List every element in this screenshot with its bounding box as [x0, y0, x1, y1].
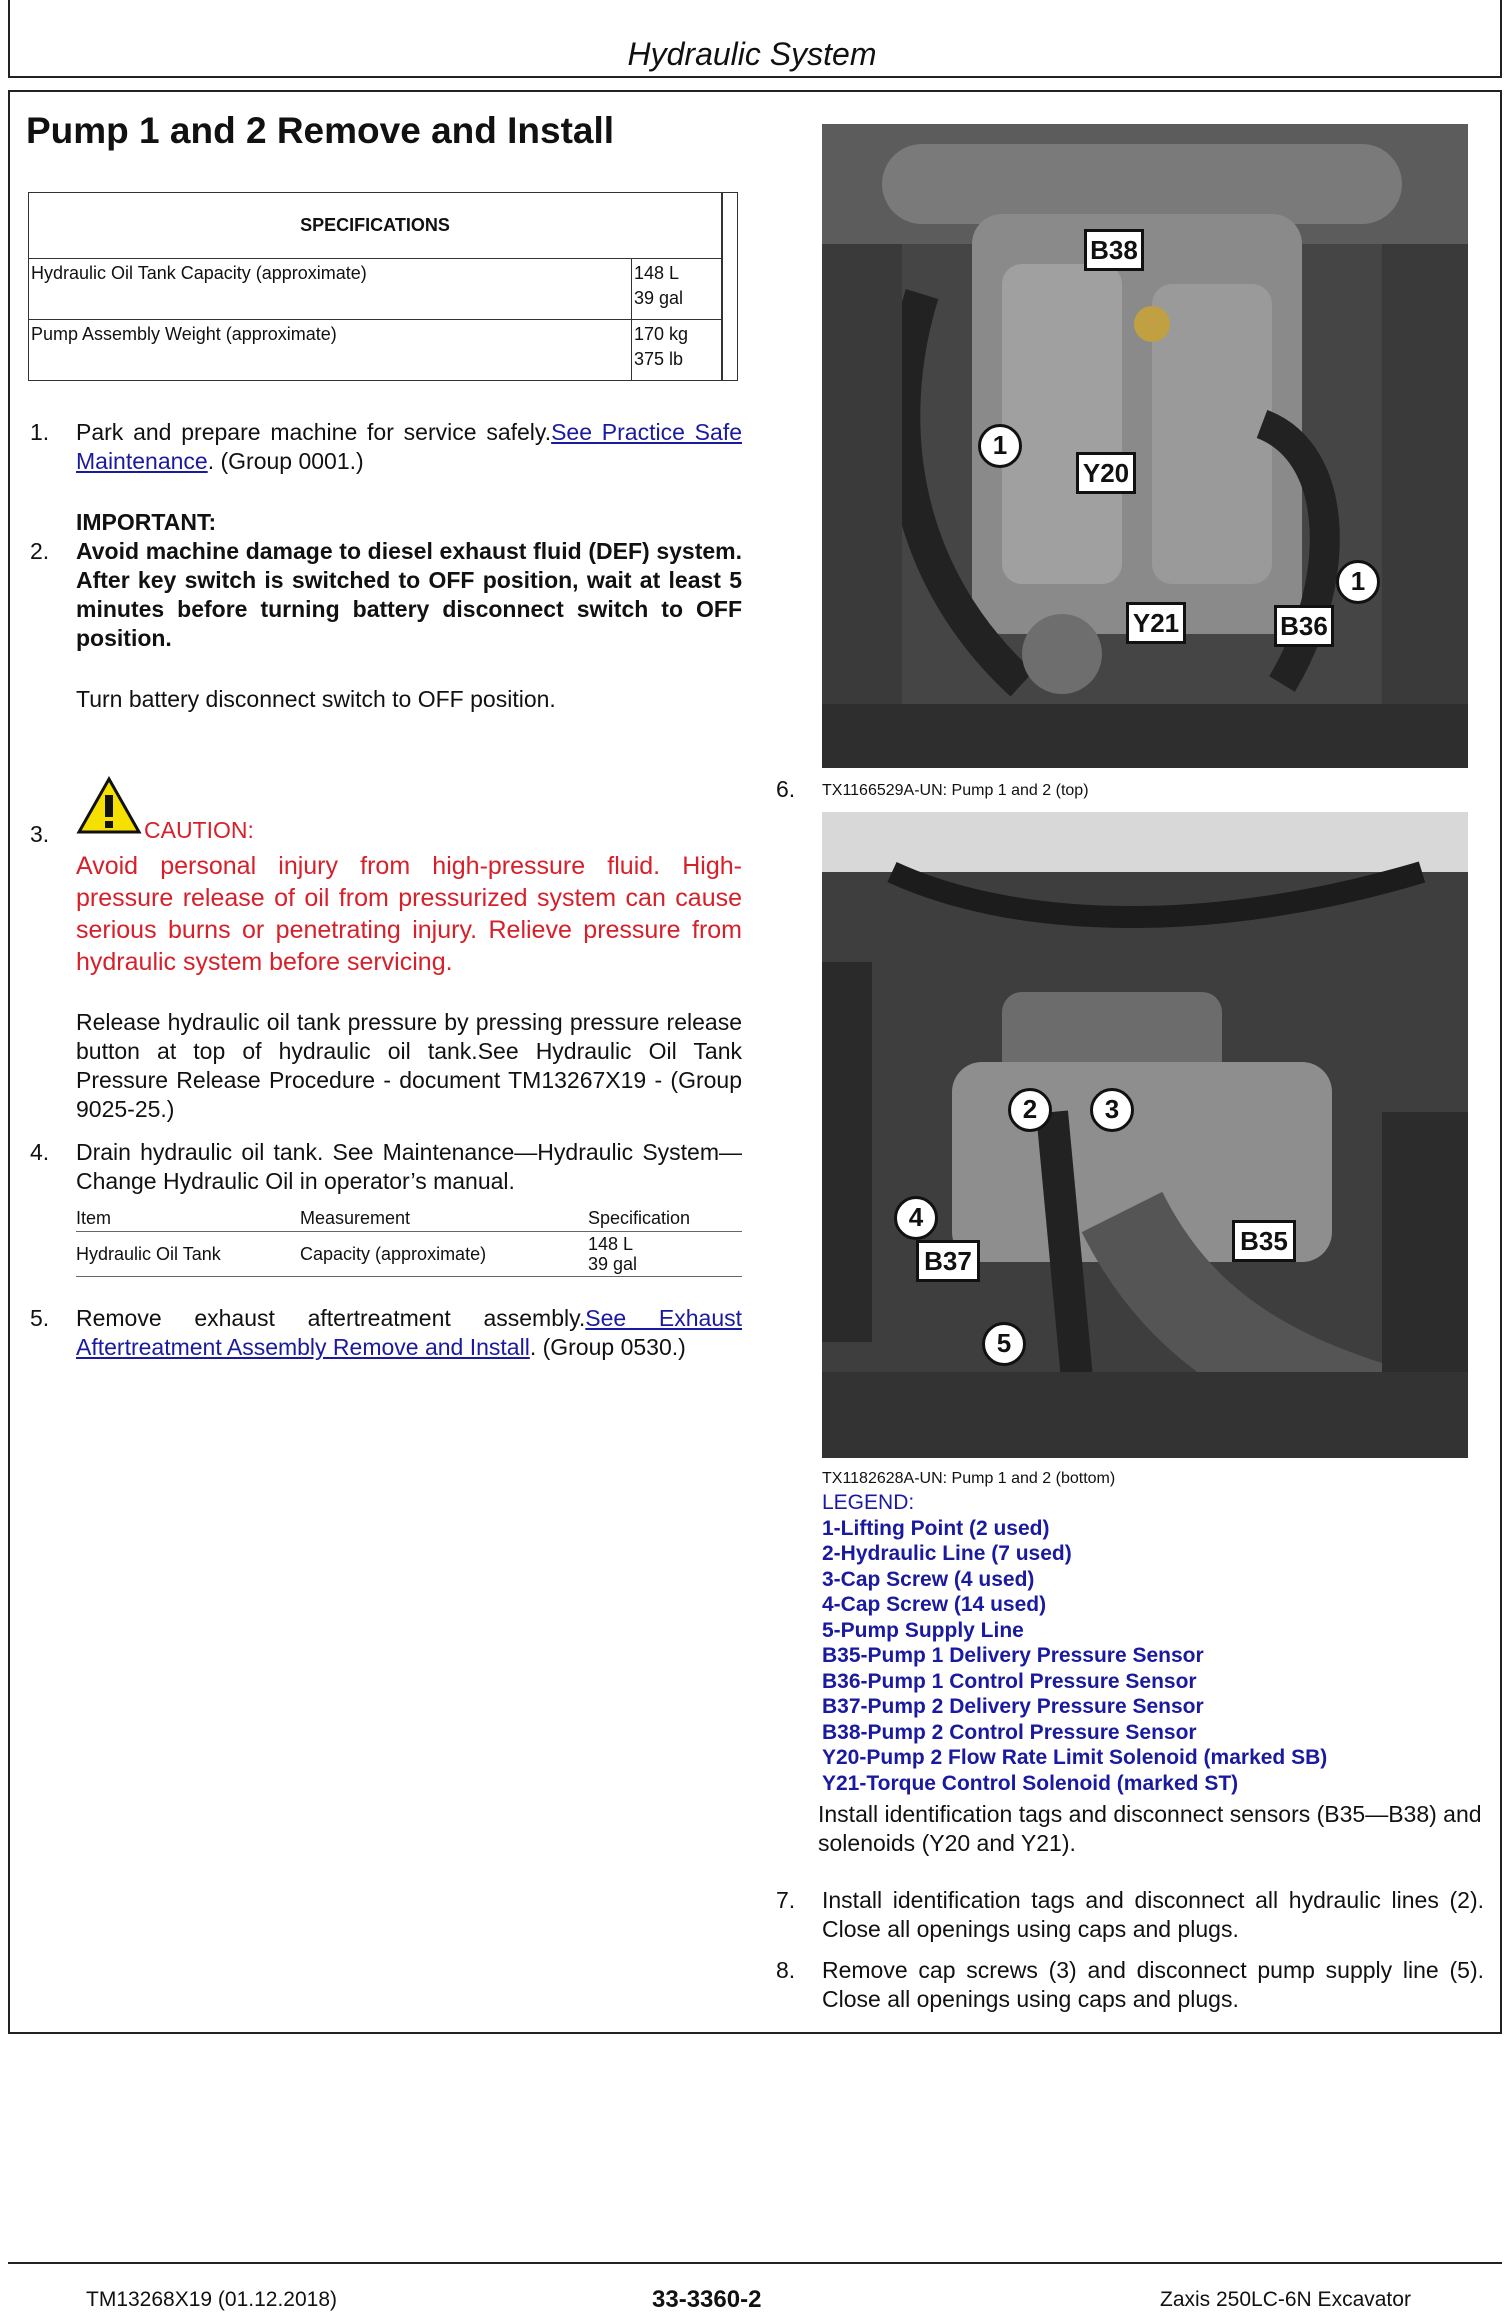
callout-3: 3	[1090, 1088, 1134, 1132]
figure-caption-bottom: TX1182628A-UN: Pump 1 and 2 (bottom)	[822, 1470, 1116, 1487]
caution-text: Avoid personal injury from high-pressure fluid. High-pressure release of oil from pressurized system can cause serious burns or penetrating injury. Relieve pressure from hydraulic system before servicing.	[76, 852, 742, 976]
legend-item: B37-Pump 2 Delivery Pressure Sensor	[822, 1695, 1204, 1718]
step-4: 4. Drain hydraulic oil tank. See Maintenance—Hydraulic System—Change Hydraulic Oil in operator’s manual.	[30, 1139, 742, 1194]
callout-1: 1	[1336, 560, 1380, 604]
step-3-text: Release hydraulic oil tank pressure by pressing pressure release button at top of hydraulic oil tank.See Hydraulic Oil Tank Pressure Release Procedure - document TM13267X19 - (Group 9025-25.)	[76, 1009, 742, 1122]
pump-bottom-illustration	[822, 812, 1468, 1458]
important-text: Avoid machine damage to diesel exhaust fluid (DEF) system. After key switch is switched to OFF position, wait at least 5 minutes before turning battery disconnect switch to OFF position.	[76, 538, 742, 651]
callout-y21: Y21	[1126, 602, 1186, 644]
page-title: Pump 1 and 2 Remove and Install	[26, 110, 615, 151]
specifications-table	[28, 192, 738, 381]
legend-item: B36-Pump 1 Control Pressure Sensor	[822, 1669, 1197, 1693]
spec-value: 148 L 39 gal	[632, 259, 723, 320]
legend-title: LEGEND:	[822, 1491, 915, 1514]
step-8-text: Remove cap screws (3) and disconnect pump supply line (5). Close all openings using caps and plugs.	[822, 1957, 1484, 2012]
legend-item: B38-Pump 2 Control Pressure Sensor	[822, 1720, 1197, 1744]
pump-top-photo	[822, 124, 1468, 768]
callout-4: 4	[894, 1196, 938, 1240]
table-row	[29, 320, 738, 381]
pump-top-illustration	[822, 124, 1468, 768]
spec-value: 170 kg 375 lb	[632, 320, 723, 381]
spec-item: Pump Assembly Weight (approximate)	[29, 320, 632, 381]
important-label: IMPORTANT:	[76, 509, 217, 535]
callout-b35: B35	[1232, 1220, 1296, 1262]
figure-caption-top: TX1166529A-UN: Pump 1 and 2 (top)	[822, 782, 1089, 799]
exhaust-aftertreatment-link[interactable]: See Exhaust Aftertreatment Assembly Remove and Install	[76, 1305, 743, 1360]
step-6-number: 6.	[776, 776, 796, 802]
step-4-text: Drain hydraulic oil tank. See Maintenance—Hydraulic System—Change Hydraulic Oil in operator’s manual.	[76, 1139, 742, 1194]
step-8: 8. Remove cap screws (3) and disconnect pump supply line (5). Close all openings using caps and plugs.	[776, 1957, 1484, 2012]
legend-item: 2-Hydraulic Line (7 used)	[822, 1542, 1072, 1565]
step-2: IMPORTANT: 2. Avoid machine damage to diesel exhaust fluid (DEF) system. After key switch is switched to OFF position, wait at least 5 minutes before turning battery disconnect switch to OFF position. Turn battery disconnect switch to OFF position.	[30, 509, 742, 712]
footer-rule	[8, 2262, 1502, 2264]
legend-item: Y21-Torque Control Solenoid (marked ST)	[822, 1771, 1239, 1795]
step-7-text: Install identification tags and disconnect all hydraulic lines (2). Close all openings using caps and plugs.	[822, 1887, 1484, 1942]
step-2-text: Turn battery disconnect switch to OFF position.	[76, 686, 556, 712]
specifications-heading: SPECIFICATIONS	[29, 193, 723, 259]
legend-item: B35-Pump 1 Delivery Pressure Sensor	[822, 1644, 1204, 1667]
step-6-text: Install identification tags and disconnect sensors (B35—B38) and solenoids (Y20 and Y21).	[818, 1801, 1482, 1856]
spec-item: Hydraulic Oil Tank Capacity (approximate)	[29, 259, 632, 320]
footer-doc-id: TM13268X19 (01.12.2018)	[86, 2288, 338, 2311]
callout-b37: B37	[916, 1240, 980, 1282]
callout-y20: Y20	[1076, 452, 1136, 494]
legend-item: 4-Cap Screw (14 used)	[822, 1593, 1047, 1616]
callout-b36: B36	[1274, 605, 1334, 647]
callout-5: 5	[982, 1322, 1026, 1366]
footer-model: Zaxis 250LC-6N Excavator	[1160, 2288, 1411, 2311]
step-5: 5. Remove exhaust aftertreatment assembly.See Exhaust Aftertreatment Assembly Remove and Install. (Group 0530.)	[30, 1305, 743, 1360]
warning-icon	[76, 776, 142, 836]
pump-bottom-photo	[822, 812, 1468, 1458]
step-7: 7. Install identification tags and disconnect all hydraulic lines (2). Close all openings using caps and plugs.	[776, 1887, 1484, 1942]
measurement-table: Item Measurement Specification Hydraulic Oil Tank Capacity (approximate) 148 L 39 gal	[76, 1206, 742, 1277]
practice-safe-maintenance-link[interactable]: See Practice Safe Maintenance	[76, 419, 742, 474]
caution-label: CAUTION:	[144, 817, 254, 843]
step-3: 3. CAUTION: Avoid personal injury from high-pressure fluid. High-pressure release of oil from pressurized system can cause serious burns or penetrating injury. Relieve pressure from hydraulic system before servicing. Release hydraulic oil tank pressure by pressing pressure release button at top of hydraulic oil tank.See Hydraulic Oil Tank Pressure Release Procedure - document TM13267X19 - (Group 9025-25.)	[30, 776, 742, 1124]
callout-2: 2	[1008, 1088, 1052, 1132]
callout-1: 1	[978, 424, 1022, 468]
legend	[822, 1490, 1327, 1796]
legend-item: 3-Cap Screw (4 used)	[822, 1567, 1035, 1591]
footer-page-number: 33-3360-2	[652, 2286, 762, 2313]
legend-item: 1-Lifting Point (2 used)	[822, 1516, 1050, 1540]
legend-item: 5-Pump Supply Line	[822, 1618, 1024, 1642]
callout-b38: B38	[1084, 229, 1144, 271]
section-title: Hydraulic System	[627, 36, 877, 72]
legend-item: Y20-Pump 2 Flow Rate Limit Solenoid (marked SB)	[822, 1746, 1328, 1769]
table-row	[29, 259, 738, 320]
table-row: Hydraulic Oil Tank Capacity (approximate) 148 L 39 gal	[76, 1232, 742, 1277]
step-1: 1. Park and prepare machine for service safely.See Practice Safe Maintenance. (Group 0001.)	[30, 419, 742, 474]
